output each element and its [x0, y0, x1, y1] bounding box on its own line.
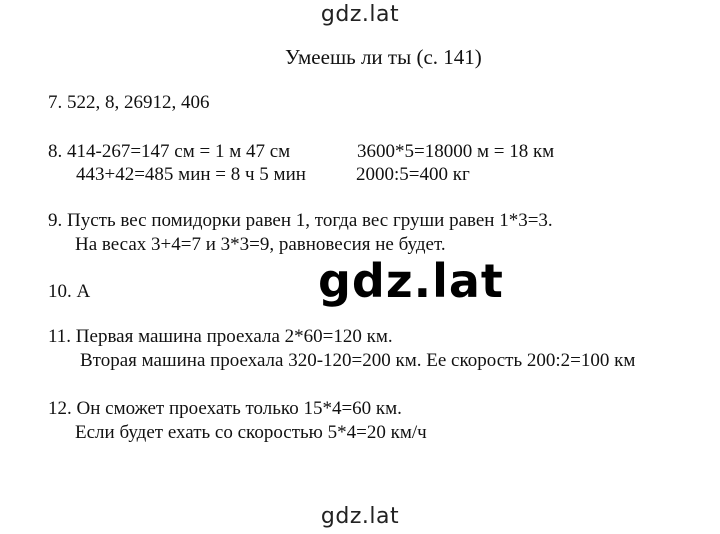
answer-10: 10. А	[48, 281, 91, 302]
watermark-center: gdz.lat	[318, 254, 504, 308]
answer-8-line2-right: 2000:5=400 кг	[356, 164, 470, 185]
watermark-top: gdz.lat	[320, 2, 400, 27]
answer-12-line1: 12. Он сможет проехать только 15*4=60 км.	[48, 398, 402, 419]
answer-9-line1: 9. Пусть вес помидорки равен 1, тогда вес груши равен 1*3=3.	[48, 210, 553, 231]
answer-9-line2: На весах 3+4=7 и 3*3=9, равновесия не будет.	[75, 234, 446, 255]
answer-12-line2: Если будет ехать со скоростью 5*4=20 км/ч	[75, 422, 427, 443]
answer-8-line1-right: 3600*5=18000 м = 18 км	[357, 141, 555, 162]
answer-7: 7. 522, 8, 26912, 406	[48, 92, 210, 113]
answer-11-line2: Вторая машина проехала 320-120=200 км. Ее скорость 200:2=100 км	[80, 350, 636, 371]
answer-8-line1-left: 8. 414-267=147 см = 1 м 47 см	[48, 141, 291, 162]
answer-11-line1: 11. Первая машина проехала 2*60=120 км.	[48, 326, 393, 347]
section-title: Умеешь ли ты (с. 141)	[285, 45, 482, 69]
answer-8-line2-left: 443+42=485 мин = 8 ч 5 мин	[76, 164, 306, 185]
watermark-bottom: gdz.lat	[320, 504, 400, 529]
